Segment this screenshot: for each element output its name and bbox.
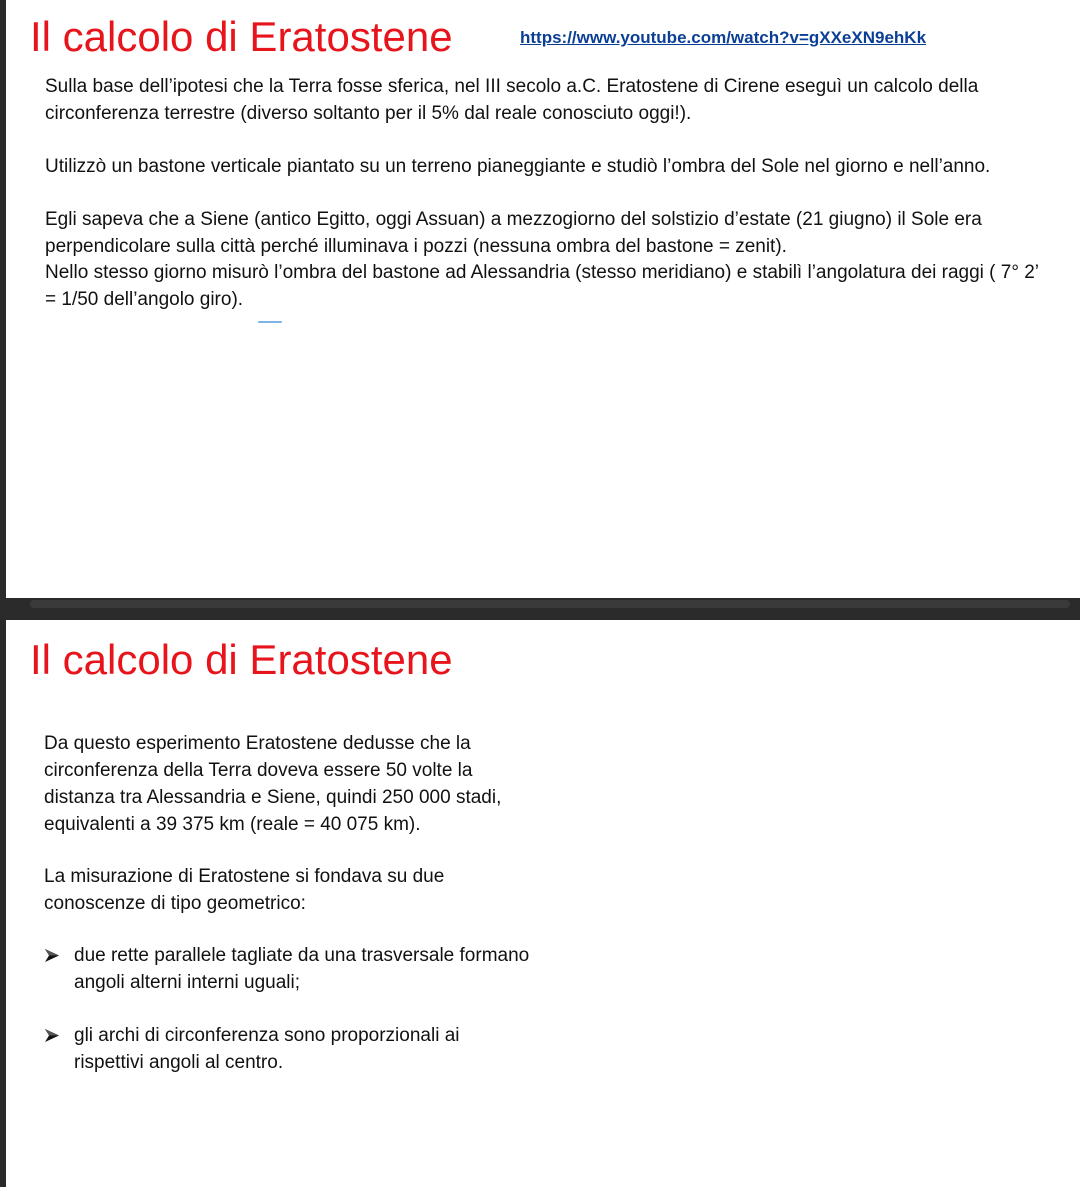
bullet-item (44, 942, 530, 996)
youtube-link[interactable]: https://www.youtube.com/watch?v=gXXeXN9ehKk (520, 28, 927, 47)
slide-1-paragraph-4: Nello stesso giorno misurò l’ombra del bastone ad Alessandria (stesso meridiano) e stabilì l’angolatura dei raggi ( 7° 2’ = 1/50 dell’angolo giro). (45, 262, 1039, 310)
slide-2-paragraph-1: Da questo esperimento Eratostene dedusse che la circonferenza della Terra doveva essere 50 volte la distanza tra Alessandria e Siene, quindi 250 000 stadi, equivalenti a 39 375 km (reale = 40 075 km). (44, 733, 502, 835)
slide-1-paragraph-2: Utilizzò un bastone verticale piantato su un terreno pianeggiante e studiò l’ombra del Sole nel giorno e nell’anno. (45, 156, 991, 177)
divider-band (30, 600, 1070, 608)
slide-2-title: Il calcolo di Eratostene (30, 636, 453, 683)
slide-2-paragraph-2: La misurazione di Eratostene si fondava su due conoscenze di tipo geometrico: (44, 866, 445, 914)
slide-divider (0, 598, 1080, 620)
slide-1-title: Il calcolo di Eratostene (30, 13, 453, 60)
bullet-text: gli archi di circonferenza sono proporzionali ai rispettivi angoli al centro. (74, 1025, 460, 1073)
slide-1-paragraph-3: Egli sapeva che a Siene (antico Egitto, oggi Assuan) a mezzogiorno del solstizio d’estate (21 giugno) il Sole era perpendicolare sulla città perché illuminava i pozzi (nessuna ombra del bastone = zenit). (45, 209, 982, 257)
arrow-bullet-icon (44, 948, 60, 963)
slide-2 (0, 620, 1080, 1187)
bullet-item (44, 1022, 524, 1076)
decorative-mark (258, 321, 282, 323)
bullet-text: due rette parallele tagliate da una trasversale formano angoli alterni interni uguali; (74, 945, 530, 993)
arrow-bullet-icon (44, 1028, 60, 1043)
slide-1-paragraph-1: Sulla base dell’ipotesi che la Terra fosse sferica, nel III secolo a.C. Eratostene di Cirene eseguì un calcolo della circonferenza terrestre (diverso soltanto per il 5% dal reale conosciuto oggi!). (45, 76, 979, 124)
